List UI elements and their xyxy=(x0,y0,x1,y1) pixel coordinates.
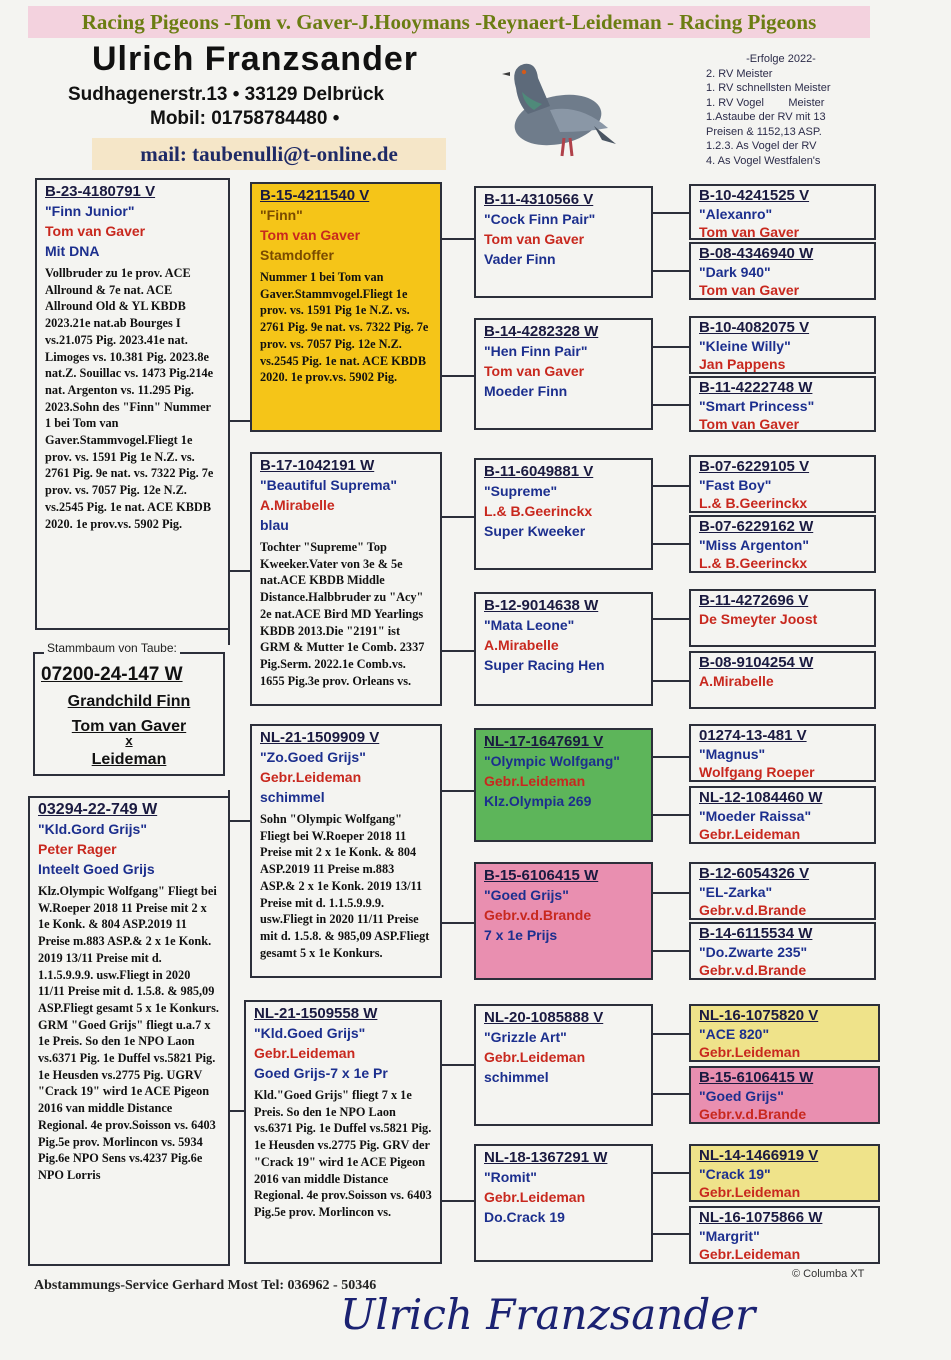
pigeon-name: "Goed Grijs" xyxy=(699,1088,784,1104)
pigeon-extra: Do.Crack 19 xyxy=(484,1209,565,1225)
owner-mobile: Mobil: 01758784480 • xyxy=(150,108,340,129)
pigeon-extra: Klz.Olympia 269 xyxy=(484,793,592,809)
connector-line xyxy=(228,820,250,822)
pigeon-name: "Hen Finn Pair" xyxy=(484,343,588,359)
pedigree-ancestor[interactable] xyxy=(689,1066,880,1124)
connector-line xyxy=(653,1033,689,1035)
pigeon-name: "Miss Argenton" xyxy=(699,537,809,553)
pedigree-mother[interactable] xyxy=(28,796,230,1266)
footer-service: Abstammungs-Service Gerhard Most Tel: 036962 - 50346 xyxy=(34,1278,377,1293)
pigeon-image xyxy=(490,48,620,178)
connector-line xyxy=(228,570,250,572)
pigeon-description: Tochter "Supreme" Top Kweeker.Vater von 3e & 5e nat.ACE KBDB Middle Distance.Halbbruder zu "Acy" 2e nat.ACE Bird MD Yearlings KBDB 2013.Die "2191" ist GRM & Mutter 1e Comb. 2337 Pig.Serm. 2022.1e Comb.vs. 1655 Pig.3e prov. Orleans vs. xyxy=(260,540,425,688)
pigeon-extra: Moeder Finn xyxy=(484,383,568,399)
success-line: 4. As Vogel Westfalen's xyxy=(706,154,821,167)
success-line: 2. RV Meister xyxy=(706,67,773,80)
pigeon-breeder: Gebr.v.d.Brande xyxy=(699,1106,807,1122)
pigeon-name: "Goed Grijs" xyxy=(484,887,569,903)
connector-line xyxy=(228,420,250,422)
signature: Ulrich Franzsander xyxy=(340,1290,756,1339)
pigeon-name: "Mata Leone" xyxy=(484,617,575,633)
pigeon-breeder: Gebr.Leideman xyxy=(260,769,362,785)
pigeon-breeder: Gebr.Leideman xyxy=(484,1049,586,1065)
pedigree-ancestor[interactable] xyxy=(689,589,876,647)
pigeon-breeder: Gebr.Leideman xyxy=(699,1044,801,1060)
pigeon-breeder: Tom van Gaver xyxy=(699,416,800,432)
pigeon-name: "Finn Junior" xyxy=(45,203,135,219)
connector-line xyxy=(442,790,474,792)
pigeon-name: "Romit" xyxy=(484,1169,537,1185)
pigeon-description: Kld."Goed Grijs" fliegt 7 x 1e Preis. So den 1e NPO Laon vs.6371 Pig. 1e Duffel vs.5821 Pig. 1e Heusden vs.2775 Pig. GRV der "Crack 19" wird 1e ACE Pigeon 2016 van middle Distance Regional. 4e prov.Soisson vs. 6403 Pig.5e prov. Morlincon vs. xyxy=(254,1088,432,1219)
pigeon-extra: Super Kweeker xyxy=(484,523,586,539)
pigeon-ring-number: B-15-6106415 W xyxy=(699,1069,814,1086)
pedigree-ancestor[interactable] xyxy=(689,316,876,374)
pigeon-breeder: Gebr.Leideman xyxy=(699,1184,801,1200)
pigeon-extra: 7 x 1e Prijs xyxy=(484,927,558,943)
pedigree-father[interactable] xyxy=(35,178,230,630)
pigeon-name: "Zo.Goed Grijs" xyxy=(260,749,366,765)
pigeon-ring-number: B-15-4211540 V xyxy=(260,187,370,204)
connector-line xyxy=(442,1200,474,1202)
connector-line xyxy=(442,516,474,518)
pigeon-breeder: Wolfgang Roeper xyxy=(699,764,815,780)
pigeon-extra: schimmel xyxy=(260,789,325,805)
pigeon-ring-number: B-11-4272696 V xyxy=(699,592,809,609)
pigeon-ring-number: B-07-6229162 W xyxy=(699,518,814,535)
pigeon-name: "Margrit" xyxy=(699,1228,760,1244)
pedigree-grandparent[interactable] xyxy=(250,182,442,432)
pigeon-name: "ACE 820" xyxy=(699,1026,770,1042)
pigeon-name: "Fast Boy" xyxy=(699,477,772,493)
pigeon-breeder: Tom van Gaver xyxy=(260,227,361,243)
connector-line xyxy=(442,1064,474,1066)
pigeon-breeder: Tom van Gaver xyxy=(699,282,800,298)
success-line: 1.2.3. As Vogel der RV xyxy=(706,140,817,152)
pedigree-ancestor[interactable] xyxy=(689,1206,880,1264)
connector-line xyxy=(653,814,689,816)
pigeon-ring-number: B-07-6229105 V xyxy=(699,458,810,475)
success-line: Preisen & 1152,13 ASP. xyxy=(706,125,822,138)
subject-ring-number: 07200-24-147 W xyxy=(41,664,183,685)
pigeon-ring-number: NL-12-1084460 W xyxy=(699,789,823,806)
pigeon-ring-number: B-17-1042191 W xyxy=(260,457,375,474)
pigeon-ring-number: NL-16-1075866 W xyxy=(699,1209,823,1226)
pedigree-great-grandparent[interactable] xyxy=(474,862,653,980)
pedigree-ancestor[interactable] xyxy=(689,376,876,432)
pigeon-ring-number: B-10-4241525 V xyxy=(699,187,810,204)
pedigree-great-grandparent[interactable] xyxy=(474,1144,653,1262)
connector-line xyxy=(653,1233,689,1235)
subject-line: x xyxy=(125,733,133,748)
connector-line xyxy=(228,1110,244,1112)
pigeon-description: Vollbruder zu 1e prov. ACE Allround & 7e nat. ACE Allround Old & YL KBDB 2023.21e nat.ab Bourges I vs.21.075 Pig. 2023.41e nat. Limoges vs. 10.381 Pig. 2023.8e nat.Z. Souillac vs. 1473 Pig.214e nat. Argenton vs. 11.295 Pig. 2023.Sohn des "Finn" Nummer 1 bei Tom van Gaver.Stammvogel.Fliegt 1e prov. vs. 1591 Pig 1e N.Z. vs. 2761 Pig. 9e nat. vs. 7322 Pig. 7e prov. vs. 7057 Pig. 12e N.Z. vs.2545 Pig. 1e nat. ACE KBDB 2020. 1e prov.vs. 5902 Pig. xyxy=(45,266,214,531)
pigeon-ring-number: 03294-22-749 W xyxy=(38,801,158,818)
pigeon-ring-number: NL-16-1075820 V xyxy=(699,1007,819,1024)
pigeon-name: "Magnus" xyxy=(699,746,766,762)
connector-line xyxy=(442,650,474,652)
pigeon-breeder: Tom van Gaver xyxy=(699,224,800,240)
pigeon-ring-number: B-08-9104254 W xyxy=(699,654,814,671)
pedigree-ancestor[interactable] xyxy=(689,786,876,844)
pigeon-breeder: L.& B.Geerinckx xyxy=(484,503,593,519)
connector-line xyxy=(653,618,689,620)
pedigree-great-grandparent[interactable] xyxy=(474,728,653,842)
pigeon-breeder: Tom van Gaver xyxy=(45,223,146,239)
pigeon-name: "Olympic Wolfgang" xyxy=(484,753,620,769)
footer-copyright: © Columba XT xyxy=(792,1268,865,1280)
pedigree-ancestor[interactable] xyxy=(689,1004,880,1062)
pigeon-description: Nummer 1 bei Tom van Gaver.Stammvogel.Fliegt 1e prov. vs. 1591 Pig 1e N.Z. vs. 2761 Pig. 9e nat. vs. 7322 Pig. 7e prov. vs. 7057 Pig. 12e N.Z. vs.2545 Pig. 1e nat. ACE KBDB 2020. 1e prov.vs. 5902 Pig. xyxy=(260,270,429,385)
subject-label: Stammbaum von Taube: xyxy=(44,641,180,655)
pigeon-ring-number: NL-14-1466919 V xyxy=(699,1147,819,1164)
pedigree-grandparent[interactable] xyxy=(250,452,442,706)
pigeon-ring-number: B-14-4282328 W xyxy=(484,323,599,340)
pigeon-extra: blau xyxy=(260,517,289,533)
pigeon-ring-number: B-12-9014638 W xyxy=(484,597,599,614)
pigeon-breeder: A.Mirabelle xyxy=(260,497,335,513)
pigeon-extra: Goed Grijs-7 x 1e Pr xyxy=(254,1065,388,1081)
pedigree-great-grandparent[interactable] xyxy=(474,186,653,298)
pigeon-breeder: Gebr.Leideman xyxy=(254,1045,356,1061)
owner-name: Ulrich Franzsander xyxy=(92,40,418,78)
pigeon-name: "EL-Zarka" xyxy=(699,884,773,900)
pigeon-description: Klz.Olympic Wolfgang" Fliegt bei W.Roeper 2018 11 Preise mit 2 x 1e Konk. & 804 ASP.2019 11 Preise m.883 ASP.& 2 x 1e Konk. 2019 13/11 Preise mit d. 1.1.5.9.9.9. usw.Fliegt in 2020 11/11 Preise mit d. 1.5.8. & 985,09 ASP.Fliegt gesamt 5 x 1e Konkurs. GRM "Goed Grijs" fliegt u.a.7 x 1e Preis. So den 1e NPO Laon vs.6371 Pig. 1e Duffel vs.5821 Pig. 1e Heusden vs.2775 Pig. UGRV "Crack 19" wird 1e ACE Pigeon 2016 van middle Distance Regional. 4e prov.Soisson vs. 6403 Pig.5e prov. Morlincon vs. 5934 Pig.6e NPO Sens vs.4237 Pig.6e NPO Lorris xyxy=(38,884,219,1182)
pedigree-great-grandparent[interactable] xyxy=(474,318,653,430)
pigeon-breeder: Gebr.v.d.Brande xyxy=(699,962,807,978)
pigeon-name: "Alexanro" xyxy=(699,206,773,222)
pigeon-breeder: Tom van Gaver xyxy=(484,363,585,379)
pigeon-breeder: Gebr.v.d.Brande xyxy=(484,907,592,923)
connector-line xyxy=(442,238,474,240)
connector-line xyxy=(653,270,689,272)
pigeon-ring-number: B-10-4082075 V xyxy=(699,319,810,336)
connector-line xyxy=(653,892,689,894)
pigeon-ring-number: NL-17-1647691 V xyxy=(484,733,604,750)
connector-line xyxy=(442,922,474,924)
pedigree-ancestor[interactable] xyxy=(689,651,876,709)
pigeon-breeder: L.& B.Geerinckx xyxy=(699,555,808,571)
success-line: 1. RV Vogel Meister xyxy=(706,96,825,109)
pigeon-name: "Do.Zwarte 235" xyxy=(699,944,808,960)
pigeon-ring-number: B-15-6106415 W xyxy=(484,867,599,884)
subject-line: Leideman xyxy=(91,751,167,768)
pigeon-name: "Kld.Gord Grijs" xyxy=(38,821,147,837)
pedigree-grandparent[interactable] xyxy=(244,1000,442,1264)
pedigree-ancestor[interactable] xyxy=(689,184,876,240)
owner-address: Sudhagenerstr.13 • 33129 Delbrück xyxy=(68,84,385,105)
pedigree-ancestor[interactable] xyxy=(689,455,876,513)
pigeon-name: "Dark 940" xyxy=(699,264,771,280)
pedigree-ancestor[interactable] xyxy=(689,515,876,573)
connector-line xyxy=(653,680,689,682)
pedigree-ancestor[interactable] xyxy=(689,922,876,980)
pigeon-breeder: Gebr.Leideman xyxy=(484,773,586,789)
pedigree-ancestor[interactable] xyxy=(689,242,876,300)
pigeon-description: Sohn "Olympic Wolfgang" Fliegt bei W.Roeper 2018 11 Preise mit 2 x 1e Konk. & 804 ASP.2019 11 Preise m.883 ASP.& 2 x 1e Konk. 2019 13/11 Preise mit d. 1.1.5.9.9.9. usw.Fliegt in 2020 11/11 Preise mit d. 1.5.8. & 985,09 ASP.Fliegt gesamt 5 x 1e Konkurs. xyxy=(260,812,430,960)
pigeon-extra: Super Racing Hen xyxy=(484,657,605,673)
pigeon-extra: Stamdoffer xyxy=(260,247,334,263)
pigeon-name: "Beautiful Suprema" xyxy=(260,477,397,493)
pedigree-ancestor[interactable] xyxy=(689,862,876,920)
pigeon-breeder: Jan Pappens xyxy=(699,356,786,372)
success-line: 1.Astaube der RV mit 13 xyxy=(706,111,826,123)
pigeon-ring-number: NL-20-1085888 V xyxy=(484,1009,604,1026)
connector-line xyxy=(653,543,689,545)
connector-line xyxy=(653,212,689,214)
pedigree-ancestor[interactable] xyxy=(689,724,876,782)
pigeon-name: "Cock Finn Pair" xyxy=(484,211,596,227)
pigeon-breeder: Tom van Gaver xyxy=(484,231,585,247)
pigeon-breeder: Gebr.v.d.Brande xyxy=(699,902,807,918)
pigeon-extra: Mit DNA xyxy=(45,243,100,259)
pigeon-breeder: Gebr.Leideman xyxy=(699,826,801,842)
pigeon-ring-number: NL-21-1509909 V xyxy=(260,729,380,746)
pigeon-name: "Smart Princess" xyxy=(699,398,815,414)
connector-line xyxy=(653,485,689,487)
pigeon-breeder: De Smeyter Joost xyxy=(699,611,818,627)
pigeon-name: "Kleine Willy" xyxy=(699,338,791,354)
pedigree-ancestor[interactable] xyxy=(689,1144,880,1202)
pigeon-extra: schimmel xyxy=(484,1069,549,1085)
pigeon-ring-number: B-23-4180791 V xyxy=(45,183,156,200)
subject-line: Tom van Gaver xyxy=(71,718,187,735)
connector-line xyxy=(653,950,689,952)
pedigree-great-grandparent[interactable] xyxy=(474,1004,653,1126)
pigeon-breeder: Gebr.Leideman xyxy=(699,1246,801,1262)
pigeon-ring-number: NL-18-1367291 W xyxy=(484,1149,608,1166)
pigeon-extra: Inteelt Goed Grijs xyxy=(38,861,155,877)
owner-email[interactable]: mail: taubenulli@t-online.de xyxy=(92,138,446,170)
pigeon-ring-number: B-12-6054326 V xyxy=(699,865,810,882)
pigeon-ring-number: B-11-4222748 W xyxy=(699,379,813,396)
success-list xyxy=(706,52,906,168)
connector-line xyxy=(442,375,474,377)
pigeon-ring-number: 01274-13-481 V xyxy=(699,727,807,744)
connector-line xyxy=(653,1093,689,1095)
pigeon-breeder: A.Mirabelle xyxy=(699,673,774,689)
connector-line xyxy=(653,756,689,758)
pigeon-ring-number: B-08-4346940 W xyxy=(699,245,814,262)
pigeon-breeder: A.Mirabelle xyxy=(484,637,559,653)
subject-line: Grandchild Finn xyxy=(67,693,191,710)
pigeon-ring-number: NL-21-1509558 W xyxy=(254,1005,378,1022)
connector-line xyxy=(653,346,689,348)
pigeon-name: "Moeder Raissa" xyxy=(699,808,812,824)
header-banner: Racing Pigeons -Tom v. Gaver-J.Hooymans -Reynaert-Leideman - Racing Pigeons xyxy=(28,6,870,38)
pigeon-name: "Supreme" xyxy=(484,483,558,499)
pigeon-breeder: Peter Rager xyxy=(38,841,117,857)
pigeon-ring-number: B-14-6115534 W xyxy=(699,925,813,942)
success-title: -Erfolge 2022- xyxy=(746,53,816,65)
pigeon-name: "Crack 19" xyxy=(699,1166,771,1182)
pedigree-great-grandparent[interactable] xyxy=(474,592,653,706)
success-line: 1. RV schnellsten Meister xyxy=(706,82,831,94)
pigeon-name: "Finn" xyxy=(260,207,303,223)
pigeon-extra: Vader Finn xyxy=(484,251,556,267)
pedigree-grandparent[interactable] xyxy=(250,724,442,978)
connector-line xyxy=(653,404,689,406)
pigeon-breeder: L.& B.Geerinckx xyxy=(699,495,808,511)
pedigree-great-grandparent[interactable] xyxy=(474,458,653,570)
pigeon-ring-number: B-11-4310566 V xyxy=(484,191,594,208)
pigeon-name: "Grizzle Art" xyxy=(484,1029,567,1045)
connector-line xyxy=(653,1172,689,1174)
pigeon-name: "Kld.Goed Grijs" xyxy=(254,1025,366,1041)
pigeon-breeder: Gebr.Leideman xyxy=(484,1189,586,1205)
pigeon-ring-number: B-11-6049881 V xyxy=(484,463,594,480)
